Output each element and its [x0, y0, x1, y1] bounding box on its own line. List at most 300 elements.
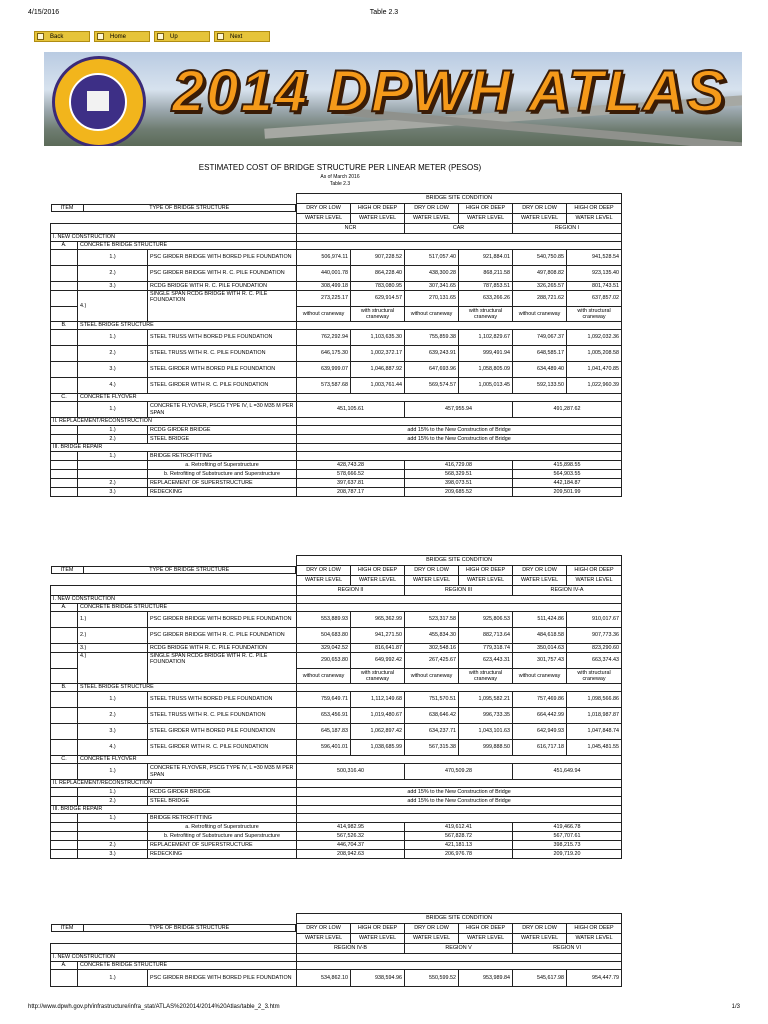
cost-cell: 649,992.42 [351, 653, 405, 669]
cost-cell: 664,442.99 [513, 708, 567, 724]
cost-cell: 996,733.35 [459, 708, 513, 724]
cost-cell: 816,641.87 [351, 644, 405, 653]
banner-title: 2014 DPWH ATLAS [172, 59, 728, 124]
section-letter: B. [51, 684, 78, 692]
header-high-deep: HIGH OR DEEP [567, 204, 622, 214]
cost-cell: 270,131.65 [405, 291, 459, 307]
item-number: 3.) [78, 488, 148, 497]
cost-cell: 954,447.79 [567, 970, 622, 987]
item-number: 1.) [78, 692, 148, 708]
header-condition: BRIDGE SITE CONDITION [297, 914, 622, 924]
item-number: 4.) [78, 653, 148, 684]
next-icon [217, 33, 224, 40]
bridge-type: PSC GIRDER BRIDGE WITH R. C. PILE FOUNDATION [148, 628, 297, 644]
cost-cell: 592,133.50 [513, 378, 567, 394]
header-high-deep: HIGH OR DEEP [459, 566, 513, 576]
cost-cell: 288,721.62 [513, 291, 567, 307]
cost-cell: 1,062,897.42 [351, 724, 405, 740]
cost-cell: 751,570.51 [405, 692, 459, 708]
cost-cell: 1,103,635.30 [351, 330, 405, 346]
cost-cell: 419,612.41 [405, 823, 513, 832]
home-button[interactable]: Home [94, 31, 150, 42]
cost-cell: 1,043,101.63 [459, 724, 513, 740]
cost-cell: 999,888.50 [459, 740, 513, 756]
cost-cell: 1,095,582.21 [459, 692, 513, 708]
header-dry-low: DRY OR LOW [513, 204, 567, 214]
cost-cell: 209,719.20 [513, 850, 622, 859]
home-icon [97, 33, 104, 40]
header-water-level: WATER LEVEL [297, 934, 351, 944]
item-number: 2.) [78, 435, 148, 444]
bridge-type: STEEL BRIDGE [148, 797, 297, 806]
item-number: 2.) [78, 708, 148, 724]
region-header: REGION II [297, 586, 405, 596]
bridge-type: BRIDGE RETROFITTING [148, 814, 297, 823]
cost-cell: 455,834.30 [405, 628, 459, 644]
header-dry-low: DRY OR LOW [405, 924, 459, 934]
bridge-type: STEEL GIRDER WITH BORED PILE FOUNDATION [148, 362, 297, 378]
item-number: 3.) [78, 724, 148, 740]
cost-cell: 1,058,805.09 [459, 362, 513, 378]
cost-cell: 1,022,960.39 [567, 378, 622, 394]
header-high-deep: HIGH OR DEEP [567, 566, 622, 576]
cost-cell: 523,317.58 [405, 612, 459, 628]
cost-cell: 457,955.94 [405, 402, 513, 418]
section-new-construction: I. NEW CONSTRUCTION [51, 234, 297, 242]
header-water-level: WATER LEVEL [405, 934, 459, 944]
section-letter: B. [51, 322, 78, 330]
section-concrete: CONCRETE BRIDGE STRUCTURE [78, 604, 297, 612]
header-dry-low: DRY OR LOW [297, 204, 351, 214]
note-cell: without craneway [405, 669, 459, 684]
item-number: 1.) [78, 250, 148, 266]
atlas-banner [44, 52, 742, 146]
cost-cell: 1,098,566.86 [567, 692, 622, 708]
header-type: TYPE OF BRIDGE STRUCTURE [83, 567, 296, 574]
document-as-of: As of March 2016 [320, 174, 360, 180]
section-letter: C. [51, 394, 78, 402]
cost-cell: 663,374.43 [567, 653, 622, 669]
section-flyover: CONCRETE FLYOVER [78, 394, 297, 402]
note-cell: without craneway [297, 669, 351, 684]
bridge-type: PSC GIRDER BRIDGE WITH BORED PILE FOUNDATION [148, 970, 297, 987]
cost-cell: 419,466.78 [513, 823, 622, 832]
cost-cell: 999,491.94 [459, 346, 513, 362]
cost-cell: 206,976.78 [405, 850, 513, 859]
cost-cell: 302,548.16 [405, 644, 459, 653]
cost-cell: 398,073.51 [405, 479, 513, 488]
cost-cell: 506,974.11 [297, 250, 351, 266]
cost-cell: 307,341.65 [405, 282, 459, 291]
note-cell: with structural craneway [459, 307, 513, 322]
note-cell: add 15% to the New Construction of Bridge [297, 435, 622, 444]
cost-cell: 623,443.31 [459, 653, 513, 669]
section-letter: A. [51, 242, 78, 250]
cost-cell: 209,501.99 [513, 488, 622, 497]
cost-cell: 1,046,887.92 [351, 362, 405, 378]
logo-inner [69, 73, 127, 131]
cost-table-3 [50, 913, 622, 987]
document-table-no: Table 2.3 [329, 181, 351, 187]
region-header: REGION V [405, 944, 513, 954]
cost-cell: 639,243.91 [405, 346, 459, 362]
header-item: ITEM [51, 925, 83, 932]
region-header: REGION IV-B [297, 944, 405, 954]
cost-cell: 564,903.55 [513, 470, 622, 479]
nav-bar [34, 31, 274, 42]
section-new-construction: I. NEW CONSTRUCTION [51, 954, 297, 962]
cost-cell: 596,401.01 [297, 740, 351, 756]
note-cell: add 15% to the New Construction of Bridge [297, 788, 622, 797]
cost-cell: 415,898.55 [513, 461, 622, 470]
header-item: ITEM [51, 205, 83, 212]
bridge-type: REDECKING [148, 488, 297, 497]
cost-cell: 868,211.58 [459, 266, 513, 282]
cost-cell: 567,828.72 [405, 832, 513, 841]
cost-cell: 779,318.74 [459, 644, 513, 653]
cost-cell: 573,587.68 [297, 378, 351, 394]
header-dry-low: DRY OR LOW [297, 924, 351, 934]
note-cell: add 15% to the New Construction of Bridge [297, 797, 622, 806]
bridge-type: SINGLE SPAN RCDG BRIDGE WITH R. C. PILE FOUNDATION [148, 291, 297, 322]
cost-cell: 273,225.17 [297, 291, 351, 307]
item-number: 4.) [78, 740, 148, 756]
print-footer [28, 1004, 740, 1014]
cost-cell: 421,181.13 [405, 841, 513, 850]
cost-cell: 440,001.78 [297, 266, 351, 282]
bridge-type: PSC GIRDER BRIDGE WITH R. C. PILE FOUNDATION [148, 266, 297, 282]
item-number: 2.) [78, 841, 148, 850]
section-new-construction: I. NEW CONSTRUCTION [51, 596, 297, 604]
cost-cell: 1,003,761.44 [351, 378, 405, 394]
cost-cell: 569,574.57 [405, 378, 459, 394]
note-cell: without craneway [513, 307, 567, 322]
page-url[interactable]: http://www.dpwh.gov.ph/infrastructure/infra_stat/ATLAS%202014/2014%20Atlas/table_2_3.htm [28, 1004, 280, 1010]
section-letter: A. [51, 604, 78, 612]
cost-cell: 567,315.38 [405, 740, 459, 756]
item-number: 2.) [78, 266, 148, 282]
header-water-level: WATER LEVEL [297, 576, 351, 586]
bridge-type: STEEL TRUSS WITH BORED PILE FOUNDATION [148, 692, 297, 708]
item-number: 2.) [78, 346, 148, 362]
cost-cell: 762,292.94 [297, 330, 351, 346]
bridge-subtype: b. Retrofiting of Substructure and Superstructure [148, 832, 297, 841]
bridge-type: BRIDGE RETROFITTING [148, 452, 297, 461]
cost-cell: 438,300.28 [405, 266, 459, 282]
cost-cell: 801,743.51 [567, 282, 622, 291]
cost-cell: 633,266.26 [459, 291, 513, 307]
cost-cell: 941,271.50 [351, 628, 405, 644]
header-water-level: WATER LEVEL [567, 214, 622, 224]
cost-cell: 1,005,208.58 [567, 346, 622, 362]
section-letter: C. [51, 756, 78, 764]
cost-cell: 882,713.64 [459, 628, 513, 644]
cost-cell: 567,526.32 [297, 832, 405, 841]
up-icon [157, 33, 164, 40]
bridge-type: RCDG GIRDER BRIDGE [148, 426, 297, 435]
cost-cell: 953,989.84 [459, 970, 513, 987]
section-replacement: II. REPLACEMENT/RECONSTRUCTION [51, 780, 297, 788]
header-water-level: WATER LEVEL [405, 214, 459, 224]
bridge-type: STEEL GIRDER WITH BORED PILE FOUNDATION [148, 724, 297, 740]
bridge-type: REPLACEMENT OF SUPERSTRUCTURE [148, 841, 297, 850]
cost-cell: 491,287.62 [513, 402, 622, 418]
section-repair: III. BRIDGE REPAIR [51, 806, 297, 814]
cost-cell: 907,228.52 [351, 250, 405, 266]
cost-cell: 1,019,480.67 [351, 708, 405, 724]
cost-cell: 504,683.80 [297, 628, 351, 644]
section-steel: STEEL BRIDGE STRUCTURE [78, 684, 297, 692]
header-water-level: WATER LEVEL [567, 934, 622, 944]
header-water-level: WATER LEVEL [513, 576, 567, 586]
back-button[interactable]: Back [34, 31, 90, 42]
bridge-type: CONCRETE FLYOVER, PSCG TYPE IV, L =30 M35 M PER SPAN [148, 764, 297, 780]
cost-cell: 925,806.53 [459, 612, 513, 628]
section-replacement: II. REPLACEMENT/RECONSTRUCTION [51, 418, 297, 426]
cost-cell: 517,057.40 [405, 250, 459, 266]
region-header: REGION VI [513, 944, 622, 954]
header-high-deep: HIGH OR DEEP [459, 924, 513, 934]
cost-cell: 923,135.40 [567, 266, 622, 282]
cost-cell: 647,693.96 [405, 362, 459, 378]
cost-cell: 653,456.91 [297, 708, 351, 724]
item-number: 1.) [78, 788, 148, 797]
cost-cell: 1,092,032.36 [567, 330, 622, 346]
cost-table-1 [50, 193, 622, 497]
section-letter: A. [51, 962, 78, 970]
header-water-level: WATER LEVEL [567, 576, 622, 586]
print-date: 4/15/2016 [28, 9, 60, 16]
cost-cell: 500,316.40 [297, 764, 405, 780]
cost-cell: 1,002,372.17 [351, 346, 405, 362]
cost-cell: 1,005,013.45 [459, 378, 513, 394]
note-cell: with structural craneway [567, 669, 622, 684]
cost-cell: 442,184.87 [513, 479, 622, 488]
cost-cell: 414,982.95 [297, 823, 405, 832]
header-water-level: WATER LEVEL [459, 214, 513, 224]
bridge-type: STEEL TRUSS WITH BORED PILE FOUNDATION [148, 330, 297, 346]
cost-cell: 568,329.51 [405, 470, 513, 479]
cost-cell: 938,594.96 [351, 970, 405, 987]
bridge-type: REDECKING [148, 850, 297, 859]
header-high-deep: HIGH OR DEEP [459, 204, 513, 214]
bridge-subtype: a. Retrofiting of Superstructure [148, 461, 297, 470]
item-number: 1.) [78, 970, 148, 987]
cost-cell: 634,489.40 [513, 362, 567, 378]
bridge-subtype: a. Retrofiting of Superstructure [148, 823, 297, 832]
cost-cell: 616,717.18 [513, 740, 567, 756]
cost-cell: 416,729.08 [405, 461, 513, 470]
region-header: NCR [297, 224, 405, 234]
cost-cell: 540,750.85 [513, 250, 567, 266]
page-number: 1/3 [731, 1004, 740, 1010]
dpwh-logo [52, 56, 146, 146]
cost-cell: 329,042.52 [297, 644, 351, 653]
section-repair: III. BRIDGE REPAIR [51, 444, 297, 452]
header-dry-low: DRY OR LOW [513, 566, 567, 576]
note-cell: with structural craneway [459, 669, 513, 684]
cost-cell: 484,618.58 [513, 628, 567, 644]
item-number: 4.) [78, 291, 148, 322]
bridge-type: RCDG BRIDGE WITH R. C. PILE FOUNDATION [148, 282, 297, 291]
bridge-type: RCDG BRIDGE WITH R. C. PILE FOUNDATION [148, 644, 297, 653]
item-number: 1.) [78, 402, 148, 418]
item-number: 1.) [78, 814, 148, 823]
cost-cell: 451,649.94 [513, 764, 622, 780]
item-number: 3.) [78, 362, 148, 378]
print-header [28, 9, 740, 21]
cost-cell: 634,237.71 [405, 724, 459, 740]
header-dry-low: DRY OR LOW [297, 566, 351, 576]
cost-cell: 567,707.61 [513, 832, 622, 841]
cost-cell: 629,914.57 [351, 291, 405, 307]
header-water-level: WATER LEVEL [351, 934, 405, 944]
cost-cell: 642,949.93 [513, 724, 567, 740]
back-icon [37, 33, 44, 40]
cost-cell: 646,175.30 [297, 346, 351, 362]
section-flyover: CONCRETE FLYOVER [78, 756, 297, 764]
cost-cell: 755,859.38 [405, 330, 459, 346]
note-cell: with structural craneway [351, 307, 405, 322]
cost-cell: 398,215.73 [513, 841, 622, 850]
cost-cell: 864,228.40 [351, 266, 405, 282]
note-cell: without craneway [405, 307, 459, 322]
header-water-level: WATER LEVEL [513, 934, 567, 944]
note-cell: with structural craneway [351, 669, 405, 684]
region-header: CAR [405, 224, 513, 234]
cost-cell: 965,362.99 [351, 612, 405, 628]
region-header: REGION III [405, 586, 513, 596]
header-type: TYPE OF BRIDGE STRUCTURE [83, 925, 296, 932]
section-concrete: CONCRETE BRIDGE STRUCTURE [78, 962, 297, 970]
cost-cell: 648,585.17 [513, 346, 567, 362]
document-title: ESTIMATED COST OF BRIDGE STRUCTURE PER LINEAR METER (PESOS) [198, 163, 482, 172]
region-header: REGION IV-A [513, 586, 622, 596]
header-high-deep: HIGH OR DEEP [567, 924, 622, 934]
bridge-type: REPLACEMENT OF SUPERSTRUCTURE [148, 479, 297, 488]
cost-cell: 267,425.67 [405, 653, 459, 669]
cost-cell: 446,704.37 [297, 841, 405, 850]
cost-cell: 1,018,987.87 [567, 708, 622, 724]
section-steel: STEEL BRIDGE STRUCTURE [78, 322, 297, 330]
cost-cell: 290,653.80 [297, 653, 351, 669]
header-water-level: WATER LEVEL [351, 576, 405, 586]
header-dry-low: DRY OR LOW [513, 924, 567, 934]
cost-cell: 350,014.63 [513, 644, 567, 653]
region-header: REGION I [513, 224, 622, 234]
note-cell: without craneway [513, 669, 567, 684]
cost-cell: 1,112,149.68 [351, 692, 405, 708]
item-number: 1.) [78, 612, 148, 628]
item-number: 3.) [78, 850, 148, 859]
header-water-level: WATER LEVEL [351, 214, 405, 224]
up-button[interactable]: Up [154, 31, 210, 42]
logo-building-icon [87, 91, 109, 111]
header-item: ITEM [51, 567, 83, 574]
note-cell: add 15% to the New Construction of Bridge [297, 426, 622, 435]
item-number: 2.) [78, 797, 148, 806]
header-condition: BRIDGE SITE CONDITION [297, 194, 622, 204]
cost-cell: 428,743.28 [297, 461, 405, 470]
cost-cell: 209,685.52 [405, 488, 513, 497]
cost-cell: 823,290.60 [567, 644, 622, 653]
bridge-type: CONCRETE FLYOVER, PSCG TYPE IV, L =30 M35 M PER SPAN [148, 402, 297, 418]
cost-cell: 470,509.28 [405, 764, 513, 780]
print-title: Table 2.3 [369, 9, 399, 16]
cost-cell: 787,853.51 [459, 282, 513, 291]
header-water-level: WATER LEVEL [459, 576, 513, 586]
bridge-type: PSC GIRDER BRIDGE WITH BORED PILE FOUNDATION [148, 612, 297, 628]
cost-cell: 637,857.02 [567, 291, 622, 307]
cost-cell: 638,646.42 [405, 708, 459, 724]
bridge-type: PSC GIRDER BRIDGE WITH BORED PILE FOUNDATION [148, 250, 297, 266]
cost-cell: 645,187.83 [297, 724, 351, 740]
item-number: 1.) [78, 426, 148, 435]
cost-cell: 941,528.54 [567, 250, 622, 266]
cost-cell: 639,999.07 [297, 362, 351, 378]
header-condition: BRIDGE SITE CONDITION [297, 556, 622, 566]
item-number: 1.) [78, 330, 148, 346]
cost-cell: 1,047,848.74 [567, 724, 622, 740]
note-cell: without craneway [297, 307, 351, 322]
bridge-type: STEEL GIRDER WITH R. C. PILE FOUNDATION [148, 378, 297, 394]
cost-cell: 208,942.63 [297, 850, 405, 859]
item-number: 4.) [78, 378, 148, 394]
bridge-type: RCDG GIRDER BRIDGE [148, 788, 297, 797]
item-number: 1.) [78, 452, 148, 461]
cost-cell: 550,599.52 [405, 970, 459, 987]
cost-cell: 578,666.52 [297, 470, 405, 479]
cost-cell: 1,045,481.55 [567, 740, 622, 756]
item-number: 3.) [78, 644, 148, 653]
cost-cell: 749,067.37 [513, 330, 567, 346]
item-number: 1.) [78, 764, 148, 780]
bridge-subtype: b. Retrofiting of Substructure and Superstructure [148, 470, 297, 479]
header-water-level: WATER LEVEL [513, 214, 567, 224]
cost-cell: 910,017.67 [567, 612, 622, 628]
header-high-deep: HIGH OR DEEP [351, 204, 405, 214]
item-number: 3.) [78, 282, 148, 291]
header-type: TYPE OF BRIDGE STRUCTURE [83, 205, 296, 212]
header-dry-low: DRY OR LOW [405, 566, 459, 576]
header-water-level: WATER LEVEL [297, 214, 351, 224]
cost-cell: 497,808.82 [513, 266, 567, 282]
cost-cell: 308,499.18 [297, 282, 351, 291]
header-high-deep: HIGH OR DEEP [351, 566, 405, 576]
cost-cell: 757,469.86 [513, 692, 567, 708]
cost-cell: 1,041,470.85 [567, 362, 622, 378]
cost-cell: 451,105.61 [297, 402, 405, 418]
bridge-type: STEEL TRUSS WITH R. C. PILE FOUNDATION [148, 346, 297, 362]
next-button[interactable]: Next [214, 31, 270, 42]
cost-cell: 921,884.01 [459, 250, 513, 266]
cost-cell: 1,102,829.67 [459, 330, 513, 346]
bridge-type: STEEL BRIDGE [148, 435, 297, 444]
cost-cell: 301,757.43 [513, 653, 567, 669]
cost-cell: 545,617.98 [513, 970, 567, 987]
cost-cell: 326,265.57 [513, 282, 567, 291]
header-water-level: WATER LEVEL [405, 576, 459, 586]
cost-table-2 [50, 555, 622, 859]
item-number: 2.) [78, 628, 148, 644]
bridge-type: SINGLE SPAN RCDG BRIDGE WITH R. C. PILE FOUNDATION [148, 653, 297, 684]
note-cell: with structural craneway [567, 307, 622, 322]
cost-cell: 208,787.17 [297, 488, 405, 497]
bridge-type: STEEL TRUSS WITH R. C. PILE FOUNDATION [148, 708, 297, 724]
cost-cell: 553,889.93 [297, 612, 351, 628]
cost-cell: 511,424.86 [513, 612, 567, 628]
cost-cell: 534,862.10 [297, 970, 351, 987]
